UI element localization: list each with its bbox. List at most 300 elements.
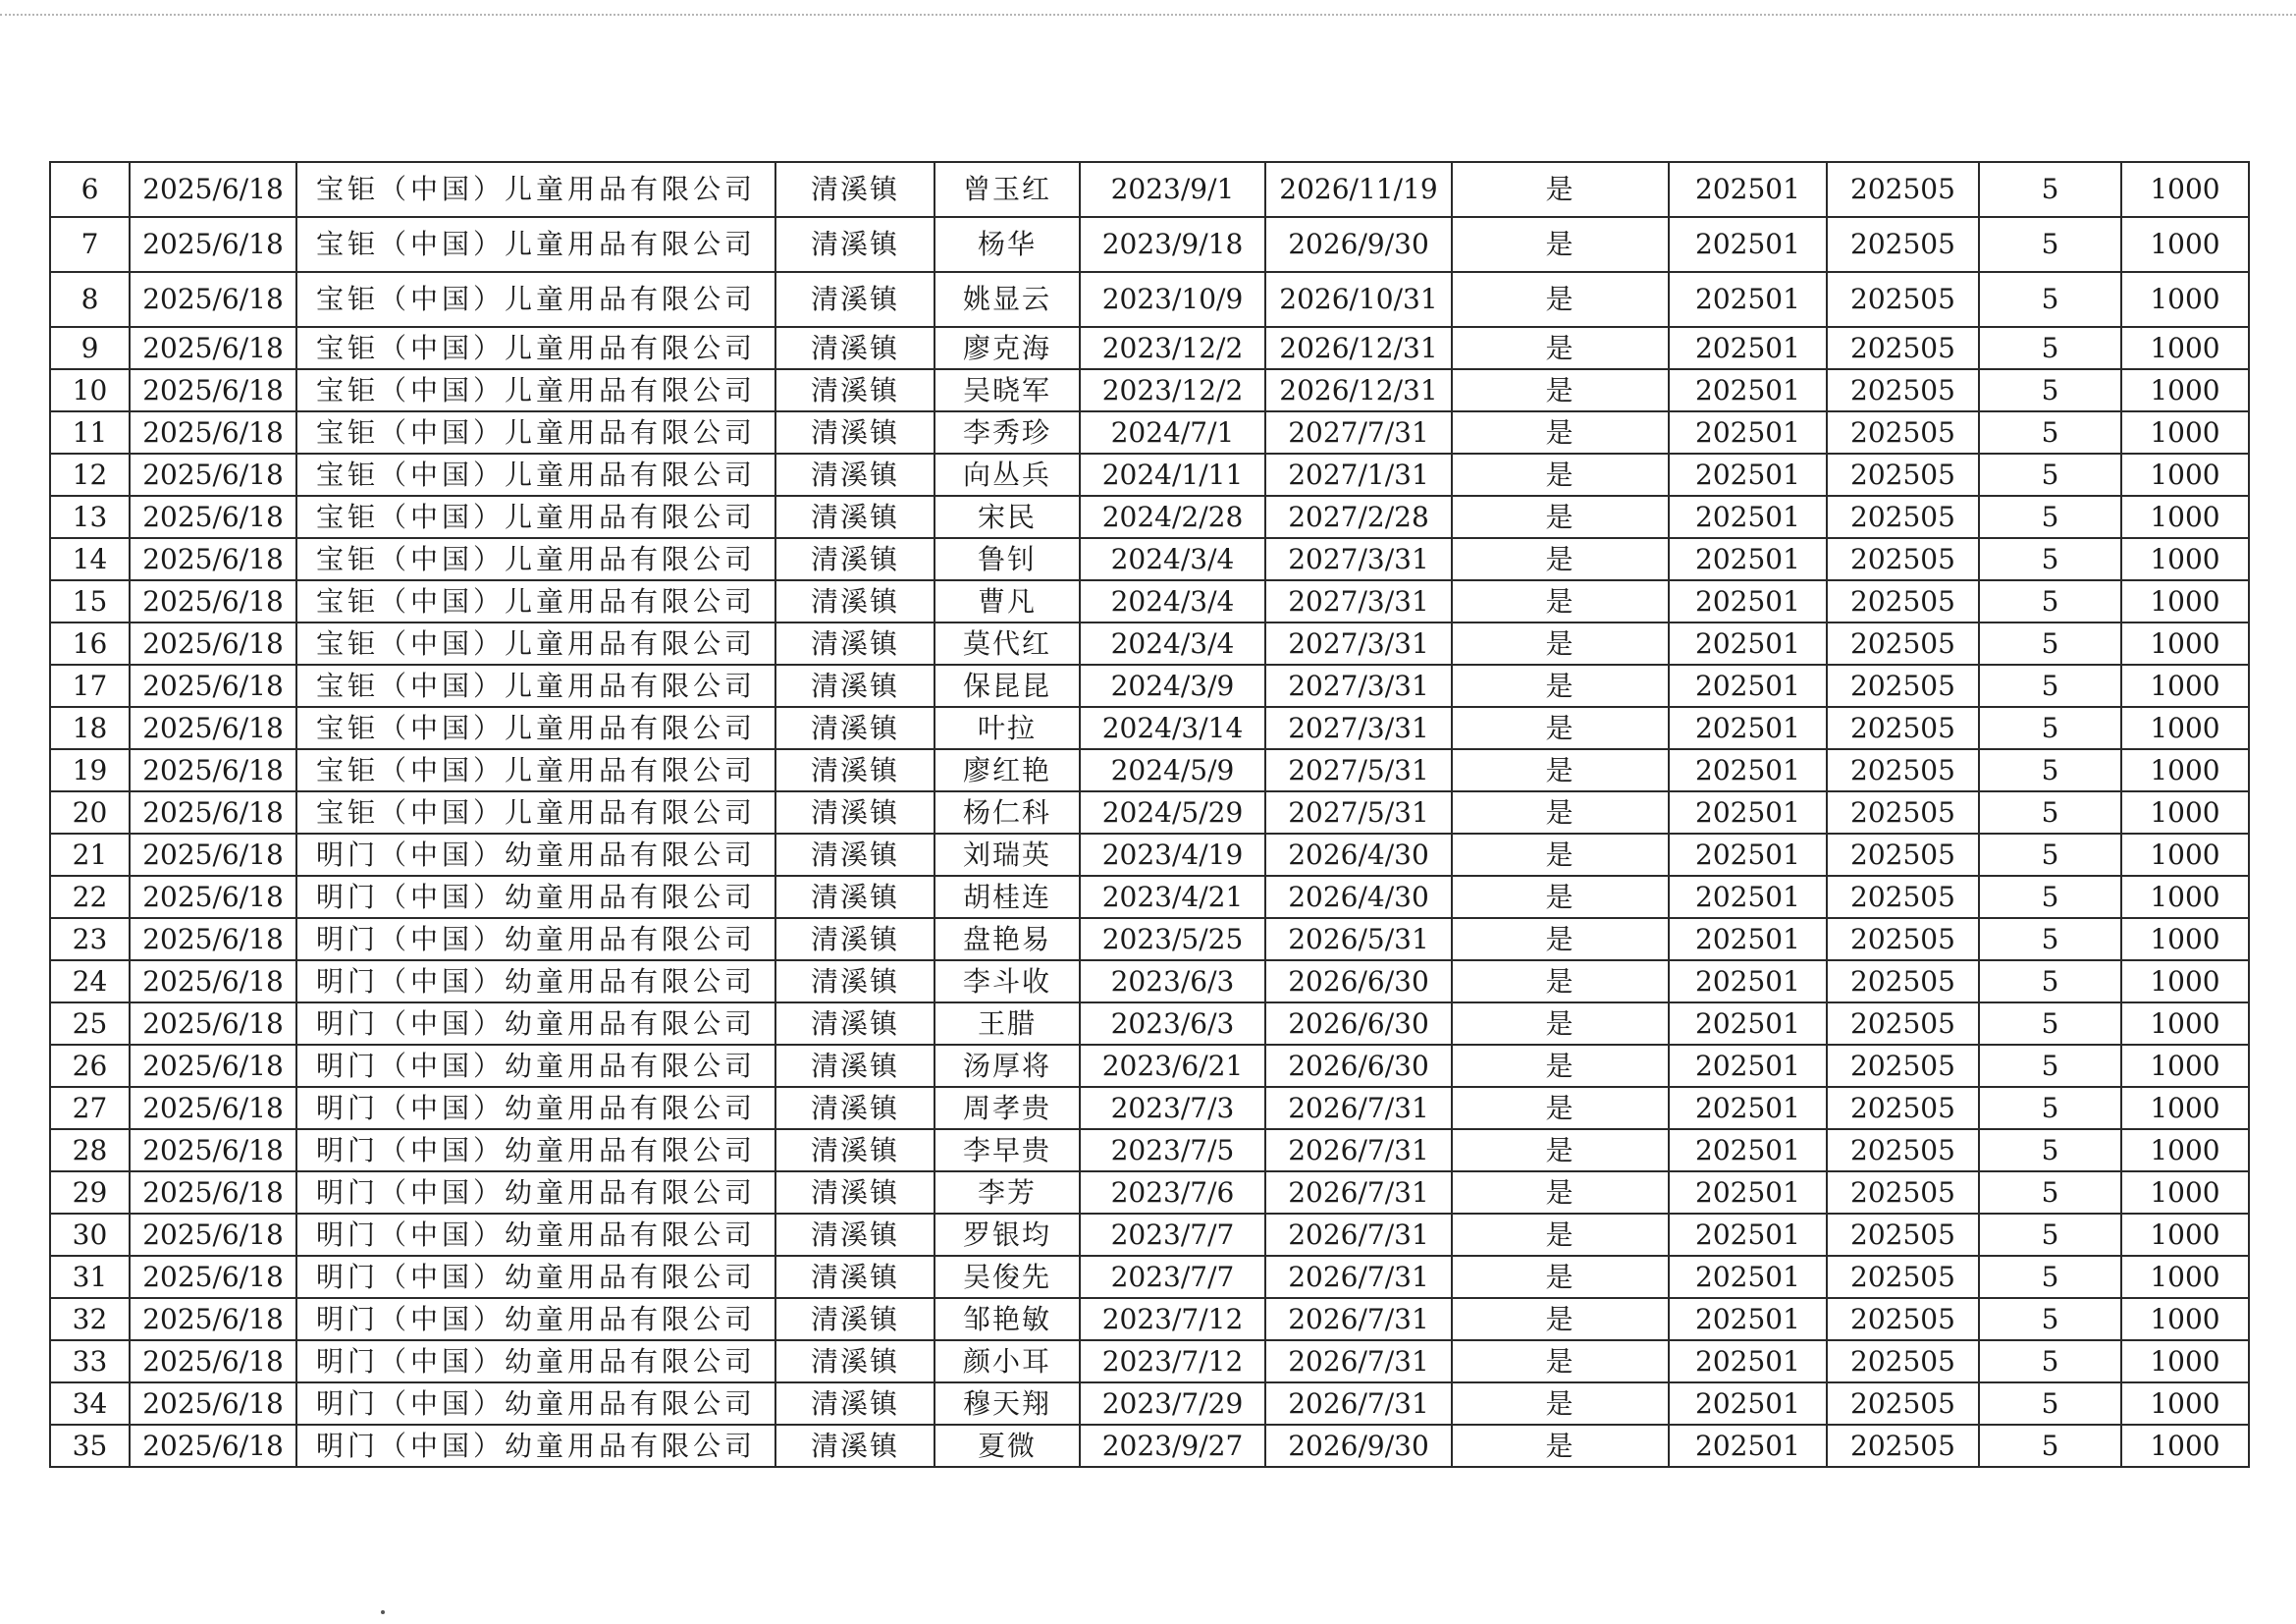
table-row bbox=[50, 1002, 2249, 1045]
employee-name-cell: 周孝贵 bbox=[934, 1087, 1080, 1129]
period-start-cell: 202501 bbox=[1669, 918, 1827, 960]
contract-end-cell: 2026/10/31 bbox=[1265, 272, 1452, 327]
period-start-cell: 202501 bbox=[1669, 749, 1827, 791]
row-number-cell: 28 bbox=[50, 1129, 130, 1171]
contract-start-cell: 2023/9/18 bbox=[1080, 217, 1265, 272]
contract-start-cell: 2023/6/21 bbox=[1080, 1045, 1265, 1087]
table-row bbox=[50, 272, 2249, 327]
period-end-cell: 202505 bbox=[1827, 960, 1979, 1002]
contract-end-cell: 2026/7/31 bbox=[1265, 1087, 1452, 1129]
employee-name-cell: 曹凡 bbox=[934, 580, 1080, 623]
row-number-cell: 8 bbox=[50, 272, 130, 327]
contract-start-cell: 2023/6/3 bbox=[1080, 960, 1265, 1002]
report-date-cell: 2025/6/18 bbox=[130, 623, 296, 665]
table-row bbox=[50, 369, 2249, 411]
row-number-cell: 27 bbox=[50, 1087, 130, 1129]
employee-name-cell: 李早贵 bbox=[934, 1129, 1080, 1171]
row-number-cell: 25 bbox=[50, 1002, 130, 1045]
period-end-cell: 202505 bbox=[1827, 580, 1979, 623]
period-start-cell: 202501 bbox=[1669, 369, 1827, 411]
report-date-cell: 2025/6/18 bbox=[130, 1002, 296, 1045]
month-count-cell: 5 bbox=[1979, 272, 2121, 327]
amount-cell: 1000 bbox=[2121, 749, 2249, 791]
contract-start-cell: 2023/7/29 bbox=[1080, 1382, 1265, 1425]
amount-cell: 1000 bbox=[2121, 1298, 2249, 1340]
contract-end-cell: 2027/2/28 bbox=[1265, 496, 1452, 538]
contract-end-cell: 2027/3/31 bbox=[1265, 580, 1452, 623]
contract-start-cell: 2023/12/2 bbox=[1080, 369, 1265, 411]
contract-end-cell: 2027/3/31 bbox=[1265, 538, 1452, 580]
period-start-cell: 202501 bbox=[1669, 162, 1827, 217]
company-name-cell: 宝钜（中国）儿童用品有限公司 bbox=[296, 749, 775, 791]
period-end-cell: 202505 bbox=[1827, 1256, 1979, 1298]
table-row bbox=[50, 1425, 2249, 1467]
period-end-cell: 202505 bbox=[1827, 791, 1979, 834]
period-end-cell: 202505 bbox=[1827, 496, 1979, 538]
town-cell: 清溪镇 bbox=[775, 1087, 934, 1129]
employee-name-cell: 杨仁科 bbox=[934, 791, 1080, 834]
period-end-cell: 202505 bbox=[1827, 1425, 1979, 1467]
employee-name-cell: 廖红艳 bbox=[934, 749, 1080, 791]
period-start-cell: 202501 bbox=[1669, 960, 1827, 1002]
amount-cell: 1000 bbox=[2121, 369, 2249, 411]
eligibility-flag-cell: 是 bbox=[1452, 1171, 1669, 1214]
town-cell: 清溪镇 bbox=[775, 369, 934, 411]
period-end-cell: 202505 bbox=[1827, 1340, 1979, 1382]
contract-end-cell: 2026/11/19 bbox=[1265, 162, 1452, 217]
contract-end-cell: 2026/7/31 bbox=[1265, 1214, 1452, 1256]
eligibility-flag-cell: 是 bbox=[1452, 454, 1669, 496]
contract-end-cell: 2027/1/31 bbox=[1265, 454, 1452, 496]
contract-start-cell: 2023/10/9 bbox=[1080, 272, 1265, 327]
town-cell: 清溪镇 bbox=[775, 1298, 934, 1340]
town-cell: 清溪镇 bbox=[775, 454, 934, 496]
report-date-cell: 2025/6/18 bbox=[130, 665, 296, 707]
company-name-cell: 宝钜（中国）儿童用品有限公司 bbox=[296, 454, 775, 496]
month-count-cell: 5 bbox=[1979, 327, 2121, 369]
town-cell: 清溪镇 bbox=[775, 496, 934, 538]
town-cell: 清溪镇 bbox=[775, 1340, 934, 1382]
contract-end-cell: 2026/7/31 bbox=[1265, 1340, 1452, 1382]
company-name-cell: 宝钜（中国）儿童用品有限公司 bbox=[296, 217, 775, 272]
eligibility-flag-cell: 是 bbox=[1452, 1256, 1669, 1298]
contract-start-cell: 2023/7/7 bbox=[1080, 1214, 1265, 1256]
period-start-cell: 202501 bbox=[1669, 876, 1827, 918]
amount-cell: 1000 bbox=[2121, 1045, 2249, 1087]
contract-start-cell: 2024/7/1 bbox=[1080, 411, 1265, 454]
table-row bbox=[50, 1214, 2249, 1256]
company-name-cell: 宝钜（中国）儿童用品有限公司 bbox=[296, 707, 775, 749]
row-number-cell: 16 bbox=[50, 623, 130, 665]
period-end-cell: 202505 bbox=[1827, 665, 1979, 707]
period-end-cell: 202505 bbox=[1827, 1214, 1979, 1256]
eligibility-flag-cell: 是 bbox=[1452, 217, 1669, 272]
contract-start-cell: 2023/4/21 bbox=[1080, 876, 1265, 918]
town-cell: 清溪镇 bbox=[775, 272, 934, 327]
period-start-cell: 202501 bbox=[1669, 217, 1827, 272]
employee-name-cell: 夏微 bbox=[934, 1425, 1080, 1467]
row-number-cell: 20 bbox=[50, 791, 130, 834]
employee-name-cell: 罗银均 bbox=[934, 1214, 1080, 1256]
company-name-cell: 明门（中国）幼童用品有限公司 bbox=[296, 1214, 775, 1256]
contract-end-cell: 2026/7/31 bbox=[1265, 1256, 1452, 1298]
row-number-cell: 33 bbox=[50, 1340, 130, 1382]
row-number-cell: 32 bbox=[50, 1298, 130, 1340]
contract-start-cell: 2023/9/1 bbox=[1080, 162, 1265, 217]
report-date-cell: 2025/6/18 bbox=[130, 1045, 296, 1087]
amount-cell: 1000 bbox=[2121, 162, 2249, 217]
month-count-cell: 5 bbox=[1979, 707, 2121, 749]
report-date-cell: 2025/6/18 bbox=[130, 749, 296, 791]
eligibility-flag-cell: 是 bbox=[1452, 623, 1669, 665]
company-name-cell: 明门（中国）幼童用品有限公司 bbox=[296, 1340, 775, 1382]
table-row bbox=[50, 665, 2249, 707]
employee-name-cell: 保昆昆 bbox=[934, 665, 1080, 707]
contract-end-cell: 2026/6/30 bbox=[1265, 1045, 1452, 1087]
company-name-cell: 明门（中国）幼童用品有限公司 bbox=[296, 1002, 775, 1045]
month-count-cell: 5 bbox=[1979, 1298, 2121, 1340]
month-count-cell: 5 bbox=[1979, 1425, 2121, 1467]
contract-start-cell: 2024/2/28 bbox=[1080, 496, 1265, 538]
period-end-cell: 202505 bbox=[1827, 1002, 1979, 1045]
month-count-cell: 5 bbox=[1979, 217, 2121, 272]
contract-start-cell: 2023/6/3 bbox=[1080, 1002, 1265, 1045]
month-count-cell: 5 bbox=[1979, 834, 2121, 876]
eligibility-flag-cell: 是 bbox=[1452, 496, 1669, 538]
company-name-cell: 宝钜（中国）儿童用品有限公司 bbox=[296, 538, 775, 580]
report-date-cell: 2025/6/18 bbox=[130, 162, 296, 217]
row-number-cell: 17 bbox=[50, 665, 130, 707]
contract-end-cell: 2026/7/31 bbox=[1265, 1171, 1452, 1214]
period-end-cell: 202505 bbox=[1827, 1087, 1979, 1129]
period-start-cell: 202501 bbox=[1669, 665, 1827, 707]
amount-cell: 1000 bbox=[2121, 1002, 2249, 1045]
employee-name-cell: 吴俊先 bbox=[934, 1256, 1080, 1298]
eligibility-flag-cell: 是 bbox=[1452, 1425, 1669, 1467]
amount-cell: 1000 bbox=[2121, 1129, 2249, 1171]
contract-end-cell: 2027/3/31 bbox=[1265, 665, 1452, 707]
employee-name-cell: 姚显云 bbox=[934, 272, 1080, 327]
period-start-cell: 202501 bbox=[1669, 1087, 1827, 1129]
table-row bbox=[50, 327, 2249, 369]
report-date-cell: 2025/6/18 bbox=[130, 327, 296, 369]
contract-start-cell: 2023/7/12 bbox=[1080, 1340, 1265, 1382]
table-row bbox=[50, 496, 2249, 538]
amount-cell: 1000 bbox=[2121, 1340, 2249, 1382]
period-start-cell: 202501 bbox=[1669, 1340, 1827, 1382]
amount-cell: 1000 bbox=[2121, 217, 2249, 272]
period-start-cell: 202501 bbox=[1669, 1214, 1827, 1256]
town-cell: 清溪镇 bbox=[775, 665, 934, 707]
employee-name-cell: 胡桂连 bbox=[934, 876, 1080, 918]
contract-start-cell: 2023/7/3 bbox=[1080, 1087, 1265, 1129]
period-start-cell: 202501 bbox=[1669, 454, 1827, 496]
month-count-cell: 5 bbox=[1979, 749, 2121, 791]
company-name-cell: 宝钜（中国）儿童用品有限公司 bbox=[296, 665, 775, 707]
company-name-cell: 明门（中国）幼童用品有限公司 bbox=[296, 1298, 775, 1340]
eligibility-flag-cell: 是 bbox=[1452, 538, 1669, 580]
period-end-cell: 202505 bbox=[1827, 538, 1979, 580]
eligibility-flag-cell: 是 bbox=[1452, 707, 1669, 749]
town-cell: 清溪镇 bbox=[775, 411, 934, 454]
table-row bbox=[50, 162, 2249, 217]
report-date-cell: 2025/6/18 bbox=[130, 1256, 296, 1298]
town-cell: 清溪镇 bbox=[775, 1129, 934, 1171]
month-count-cell: 5 bbox=[1979, 1002, 2121, 1045]
table-row bbox=[50, 1340, 2249, 1382]
amount-cell: 1000 bbox=[2121, 791, 2249, 834]
employee-name-cell: 吴晓军 bbox=[934, 369, 1080, 411]
employee-name-cell: 盘艳易 bbox=[934, 918, 1080, 960]
month-count-cell: 5 bbox=[1979, 496, 2121, 538]
row-number-cell: 34 bbox=[50, 1382, 130, 1425]
table-row bbox=[50, 1171, 2249, 1214]
period-start-cell: 202501 bbox=[1669, 1129, 1827, 1171]
period-start-cell: 202501 bbox=[1669, 707, 1827, 749]
month-count-cell: 5 bbox=[1979, 454, 2121, 496]
month-count-cell: 5 bbox=[1979, 1129, 2121, 1171]
contract-start-cell: 2024/3/4 bbox=[1080, 580, 1265, 623]
period-end-cell: 202505 bbox=[1827, 918, 1979, 960]
contract-start-cell: 2024/1/11 bbox=[1080, 454, 1265, 496]
contract-start-cell: 2024/3/4 bbox=[1080, 623, 1265, 665]
month-count-cell: 5 bbox=[1979, 918, 2121, 960]
month-count-cell: 5 bbox=[1979, 623, 2121, 665]
row-number-cell: 18 bbox=[50, 707, 130, 749]
town-cell: 清溪镇 bbox=[775, 1382, 934, 1425]
period-start-cell: 202501 bbox=[1669, 1256, 1827, 1298]
report-date-cell: 2025/6/18 bbox=[130, 217, 296, 272]
month-count-cell: 5 bbox=[1979, 665, 2121, 707]
contract-start-cell: 2023/4/19 bbox=[1080, 834, 1265, 876]
period-end-cell: 202505 bbox=[1827, 623, 1979, 665]
company-name-cell: 明门（中国）幼童用品有限公司 bbox=[296, 960, 775, 1002]
amount-cell: 1000 bbox=[2121, 1256, 2249, 1298]
contract-start-cell: 2024/5/9 bbox=[1080, 749, 1265, 791]
report-date-cell: 2025/6/18 bbox=[130, 1425, 296, 1467]
eligibility-flag-cell: 是 bbox=[1452, 327, 1669, 369]
employee-name-cell: 鲁钊 bbox=[934, 538, 1080, 580]
month-count-cell: 5 bbox=[1979, 411, 2121, 454]
period-start-cell: 202501 bbox=[1669, 327, 1827, 369]
period-start-cell: 202501 bbox=[1669, 411, 1827, 454]
month-count-cell: 5 bbox=[1979, 369, 2121, 411]
period-end-cell: 202505 bbox=[1827, 1045, 1979, 1087]
amount-cell: 1000 bbox=[2121, 1425, 2249, 1467]
period-start-cell: 202501 bbox=[1669, 580, 1827, 623]
period-start-cell: 202501 bbox=[1669, 834, 1827, 876]
report-date-cell: 2025/6/18 bbox=[130, 707, 296, 749]
period-end-cell: 202505 bbox=[1827, 272, 1979, 327]
eligibility-flag-cell: 是 bbox=[1452, 580, 1669, 623]
amount-cell: 1000 bbox=[2121, 1087, 2249, 1129]
report-date-cell: 2025/6/18 bbox=[130, 1129, 296, 1171]
amount-cell: 1000 bbox=[2121, 411, 2249, 454]
report-date-cell: 2025/6/18 bbox=[130, 411, 296, 454]
month-count-cell: 5 bbox=[1979, 538, 2121, 580]
table-row bbox=[50, 1256, 2249, 1298]
report-date-cell: 2025/6/18 bbox=[130, 454, 296, 496]
town-cell: 清溪镇 bbox=[775, 707, 934, 749]
amount-cell: 1000 bbox=[2121, 538, 2249, 580]
table-row bbox=[50, 876, 2249, 918]
contract-end-cell: 2026/6/30 bbox=[1265, 960, 1452, 1002]
month-count-cell: 5 bbox=[1979, 1045, 2121, 1087]
company-name-cell: 宝钜（中国）儿童用品有限公司 bbox=[296, 411, 775, 454]
town-cell: 清溪镇 bbox=[775, 162, 934, 217]
town-cell: 清溪镇 bbox=[775, 1214, 934, 1256]
table-row bbox=[50, 791, 2249, 834]
report-date-cell: 2025/6/18 bbox=[130, 496, 296, 538]
period-end-cell: 202505 bbox=[1827, 217, 1979, 272]
period-end-cell: 202505 bbox=[1827, 707, 1979, 749]
employee-name-cell: 宋民 bbox=[934, 496, 1080, 538]
employee-name-cell: 邹艳敏 bbox=[934, 1298, 1080, 1340]
amount-cell: 1000 bbox=[2121, 918, 2249, 960]
company-name-cell: 明门（中国）幼童用品有限公司 bbox=[296, 834, 775, 876]
table-row bbox=[50, 918, 2249, 960]
period-end-cell: 202505 bbox=[1827, 834, 1979, 876]
period-end-cell: 202505 bbox=[1827, 749, 1979, 791]
row-number-cell: 9 bbox=[50, 327, 130, 369]
table-row bbox=[50, 960, 2249, 1002]
town-cell: 清溪镇 bbox=[775, 791, 934, 834]
table-row bbox=[50, 1045, 2249, 1087]
contract-end-cell: 2026/12/31 bbox=[1265, 369, 1452, 411]
eligibility-flag-cell: 是 bbox=[1452, 369, 1669, 411]
report-date-cell: 2025/6/18 bbox=[130, 1087, 296, 1129]
table-row bbox=[50, 538, 2249, 580]
subsidy-roster-table bbox=[49, 161, 2250, 1468]
employee-name-cell: 穆天翔 bbox=[934, 1382, 1080, 1425]
period-start-cell: 202501 bbox=[1669, 1171, 1827, 1214]
company-name-cell: 宝钜（中国）儿童用品有限公司 bbox=[296, 272, 775, 327]
company-name-cell: 明门（中国）幼童用品有限公司 bbox=[296, 1129, 775, 1171]
row-number-cell: 21 bbox=[50, 834, 130, 876]
period-end-cell: 202505 bbox=[1827, 1129, 1979, 1171]
town-cell: 清溪镇 bbox=[775, 749, 934, 791]
eligibility-flag-cell: 是 bbox=[1452, 1382, 1669, 1425]
employee-name-cell: 杨华 bbox=[934, 217, 1080, 272]
contract-end-cell: 2026/7/31 bbox=[1265, 1382, 1452, 1425]
eligibility-flag-cell: 是 bbox=[1452, 162, 1669, 217]
town-cell: 清溪镇 bbox=[775, 960, 934, 1002]
contract-start-cell: 2024/3/9 bbox=[1080, 665, 1265, 707]
company-name-cell: 明门（中国）幼童用品有限公司 bbox=[296, 1425, 775, 1467]
town-cell: 清溪镇 bbox=[775, 918, 934, 960]
company-name-cell: 宝钜（中国）儿童用品有限公司 bbox=[296, 791, 775, 834]
row-number-cell: 12 bbox=[50, 454, 130, 496]
contract-start-cell: 2023/5/25 bbox=[1080, 918, 1265, 960]
period-end-cell: 202505 bbox=[1827, 1171, 1979, 1214]
eligibility-flag-cell: 是 bbox=[1452, 1129, 1669, 1171]
eligibility-flag-cell: 是 bbox=[1452, 272, 1669, 327]
company-name-cell: 宝钜（中国）儿童用品有限公司 bbox=[296, 162, 775, 217]
company-name-cell: 宝钜（中国）儿童用品有限公司 bbox=[296, 327, 775, 369]
contract-end-cell: 2026/9/30 bbox=[1265, 217, 1452, 272]
table-row bbox=[50, 1129, 2249, 1171]
row-number-cell: 6 bbox=[50, 162, 130, 217]
report-date-cell: 2025/6/18 bbox=[130, 1382, 296, 1425]
company-name-cell: 明门（中国）幼童用品有限公司 bbox=[296, 1382, 775, 1425]
report-date-cell: 2025/6/18 bbox=[130, 1171, 296, 1214]
contract-end-cell: 2026/7/31 bbox=[1265, 1129, 1452, 1171]
town-cell: 清溪镇 bbox=[775, 580, 934, 623]
table-row bbox=[50, 1382, 2249, 1425]
table-row bbox=[50, 834, 2249, 876]
contract-end-cell: 2026/5/31 bbox=[1265, 918, 1452, 960]
employee-name-cell: 向丛兵 bbox=[934, 454, 1080, 496]
town-cell: 清溪镇 bbox=[775, 876, 934, 918]
row-number-cell: 15 bbox=[50, 580, 130, 623]
table-row bbox=[50, 580, 2249, 623]
row-number-cell: 30 bbox=[50, 1214, 130, 1256]
company-name-cell: 宝钜（中国）儿童用品有限公司 bbox=[296, 496, 775, 538]
row-number-cell: 22 bbox=[50, 876, 130, 918]
amount-cell: 1000 bbox=[2121, 1214, 2249, 1256]
employee-name-cell: 汤厚将 bbox=[934, 1045, 1080, 1087]
company-name-cell: 明门（中国）幼童用品有限公司 bbox=[296, 876, 775, 918]
town-cell: 清溪镇 bbox=[775, 217, 934, 272]
report-date-cell: 2025/6/18 bbox=[130, 580, 296, 623]
period-end-cell: 202505 bbox=[1827, 411, 1979, 454]
eligibility-flag-cell: 是 bbox=[1452, 1002, 1669, 1045]
company-name-cell: 明门（中国）幼童用品有限公司 bbox=[296, 1256, 775, 1298]
period-start-cell: 202501 bbox=[1669, 1382, 1827, 1425]
table-row bbox=[50, 1087, 2249, 1129]
contract-start-cell: 2024/3/14 bbox=[1080, 707, 1265, 749]
month-count-cell: 5 bbox=[1979, 162, 2121, 217]
eligibility-flag-cell: 是 bbox=[1452, 665, 1669, 707]
contract-end-cell: 2026/9/30 bbox=[1265, 1425, 1452, 1467]
period-start-cell: 202501 bbox=[1669, 1045, 1827, 1087]
employee-name-cell: 李芳 bbox=[934, 1171, 1080, 1214]
amount-cell: 1000 bbox=[2121, 580, 2249, 623]
period-end-cell: 202505 bbox=[1827, 327, 1979, 369]
contract-start-cell: 2023/7/7 bbox=[1080, 1256, 1265, 1298]
month-count-cell: 5 bbox=[1979, 960, 2121, 1002]
employee-name-cell: 曾玉红 bbox=[934, 162, 1080, 217]
table-row bbox=[50, 411, 2249, 454]
month-count-cell: 5 bbox=[1979, 1256, 2121, 1298]
town-cell: 清溪镇 bbox=[775, 623, 934, 665]
row-number-cell: 10 bbox=[50, 369, 130, 411]
eligibility-flag-cell: 是 bbox=[1452, 960, 1669, 1002]
eligibility-flag-cell: 是 bbox=[1452, 411, 1669, 454]
report-date-cell: 2025/6/18 bbox=[130, 918, 296, 960]
report-date-cell: 2025/6/18 bbox=[130, 876, 296, 918]
row-number-cell: 13 bbox=[50, 496, 130, 538]
row-number-cell: 14 bbox=[50, 538, 130, 580]
eligibility-flag-cell: 是 bbox=[1452, 1298, 1669, 1340]
table-row bbox=[50, 623, 2249, 665]
amount-cell: 1000 bbox=[2121, 876, 2249, 918]
eligibility-flag-cell: 是 bbox=[1452, 834, 1669, 876]
eligibility-flag-cell: 是 bbox=[1452, 1340, 1669, 1382]
report-date-cell: 2025/6/18 bbox=[130, 369, 296, 411]
contract-start-cell: 2024/3/4 bbox=[1080, 538, 1265, 580]
amount-cell: 1000 bbox=[2121, 454, 2249, 496]
table-row bbox=[50, 217, 2249, 272]
report-date-cell: 2025/6/18 bbox=[130, 1340, 296, 1382]
contract-end-cell: 2026/12/31 bbox=[1265, 327, 1452, 369]
contract-end-cell: 2027/5/31 bbox=[1265, 791, 1452, 834]
amount-cell: 1000 bbox=[2121, 834, 2249, 876]
row-number-cell: 11 bbox=[50, 411, 130, 454]
scan-speck bbox=[381, 1610, 385, 1614]
company-name-cell: 明门（中国）幼童用品有限公司 bbox=[296, 1087, 775, 1129]
period-start-cell: 202501 bbox=[1669, 791, 1827, 834]
